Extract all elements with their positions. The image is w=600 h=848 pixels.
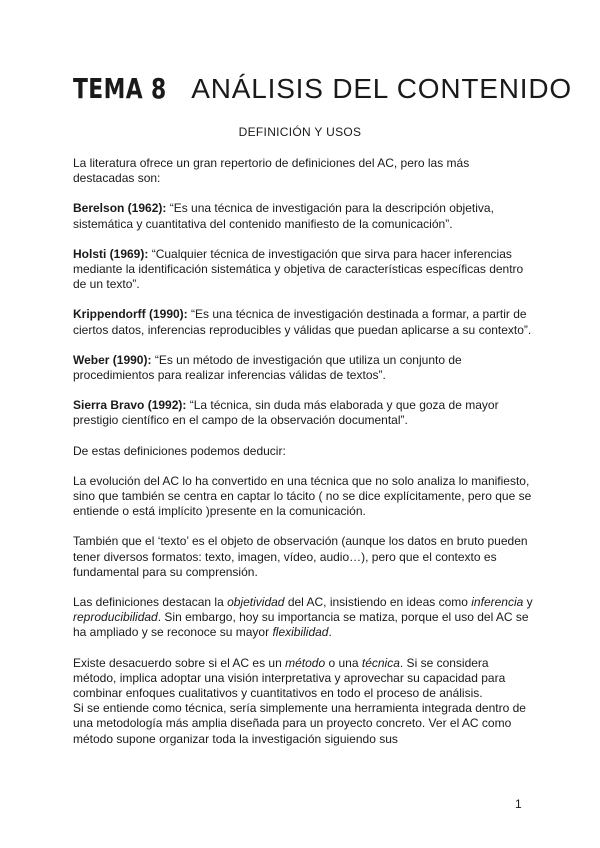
document-body — [73, 156, 533, 762]
definition-berelson — [73, 201, 533, 231]
definition-sierra-bravo — [73, 398, 533, 428]
italic-term: flexibilidad — [272, 625, 329, 640]
italic-term: reproducibilidad — [73, 610, 158, 625]
italic-term: método — [285, 655, 326, 670]
italic-term: inferencia — [471, 595, 524, 610]
text-object-paragraph: También que el ‘texto’ es el objeto de observación (aunque los datos en bruto pueden tener diversos formatos: texto, imagen, vídeo, audio…), pero que el contexto es fundamental para su comprensión. — [73, 534, 528, 579]
page-number: 1 — [515, 797, 522, 811]
definition-text: “Es un método de investigación que utiliza un conjunto de procedimientos para realizar inferencias válidas de textos”. — [73, 352, 462, 383]
text-run: Si se entiende como técnica, sería simplemente una herramienta integrada dentro de una metodología más amplia diseñada para un proyecto concreto. Ver el AC como método supone organizar toda la investigación siguiendo sus — [73, 701, 526, 746]
italic-term: técnica — [361, 655, 400, 670]
evolution-paragraph: La evolución del AC lo ha convertido en una técnica que no solo analiza lo manifiesto, sino que también se centra en captar lo tácito ( no se dice explícitamente, pero que se entiende o está implícito )presente en la comunicación. — [73, 473, 532, 519]
deduce-paragraph: De estas definiciones podemos deducir: — [73, 443, 286, 458]
text-run: . — [328, 625, 332, 640]
definition-author: Krippendorff (1990): — [73, 307, 188, 322]
definition-author: Berelson (1962): — [73, 201, 167, 216]
definition-text: “Es una técnica de investigación destinada a formar, a partir de ciertos datos, inferencias reproducibles y válidas que puedan aplicarse a su contexto”. — [73, 307, 532, 337]
definition-krippendorff — [73, 307, 533, 337]
section-subtitle: DEFINICIÓN Y USOS — [238, 125, 362, 139]
text-run: o una — [325, 655, 362, 670]
text-run: . Si se considera método, implica adoptar una visión interpretativa y aprovechar su capacidad para combinar enfoques cualitativos y cuantitativos en todo el proceso de análisis. — [73, 655, 506, 701]
italic-term: objetividad — [227, 595, 285, 610]
text-run: Las definiciones destacan la — [73, 595, 228, 610]
definition-text: “Es una técnica de investigación para la descripción objetiva, sistemática y cuantitativa del contenido manifiesto de la comunicación”. — [73, 201, 494, 231]
definition-weber — [73, 353, 533, 383]
page-title — [73, 72, 572, 105]
text-run: y — [523, 595, 533, 610]
intro-paragraph: La literatura ofrece un gran repertorio de definiciones del AC, pero las más destacadas son: — [73, 156, 470, 186]
text-run: del AC, insistiendo en ideas como — [284, 595, 472, 610]
text-run: Existe desacuerdo sobre si el AC es un — [73, 655, 286, 670]
definition-author: Weber (1990): — [73, 352, 152, 367]
definition-text: “Cualquier técnica de investigación que sirva para hacer inferencias mediante la identificación sistemática y objetiva de características específicas dentro de un texto”. — [73, 246, 524, 292]
definition-author: Holsti (1969): — [73, 246, 149, 261]
text-run: . Sin embargo, hoy su importancia se matiza, porque el uso del AC se ha ampliado y se reconoce su mayor — [73, 610, 529, 640]
definition-author: Sierra Bravo (1992): — [73, 398, 187, 413]
title-text: ANÁLISIS DEL CONTENIDO — [191, 73, 572, 104]
tema-label: TEMA 8 — [73, 72, 167, 105]
method-paragraph — [73, 656, 533, 747]
objectivity-paragraph — [73, 595, 533, 641]
definition-text: “La técnica, sin duda más elaborada y que goza de mayor prestigio científico en el campo de la observación documental”. — [73, 398, 499, 428]
definition-holsti — [73, 247, 533, 293]
